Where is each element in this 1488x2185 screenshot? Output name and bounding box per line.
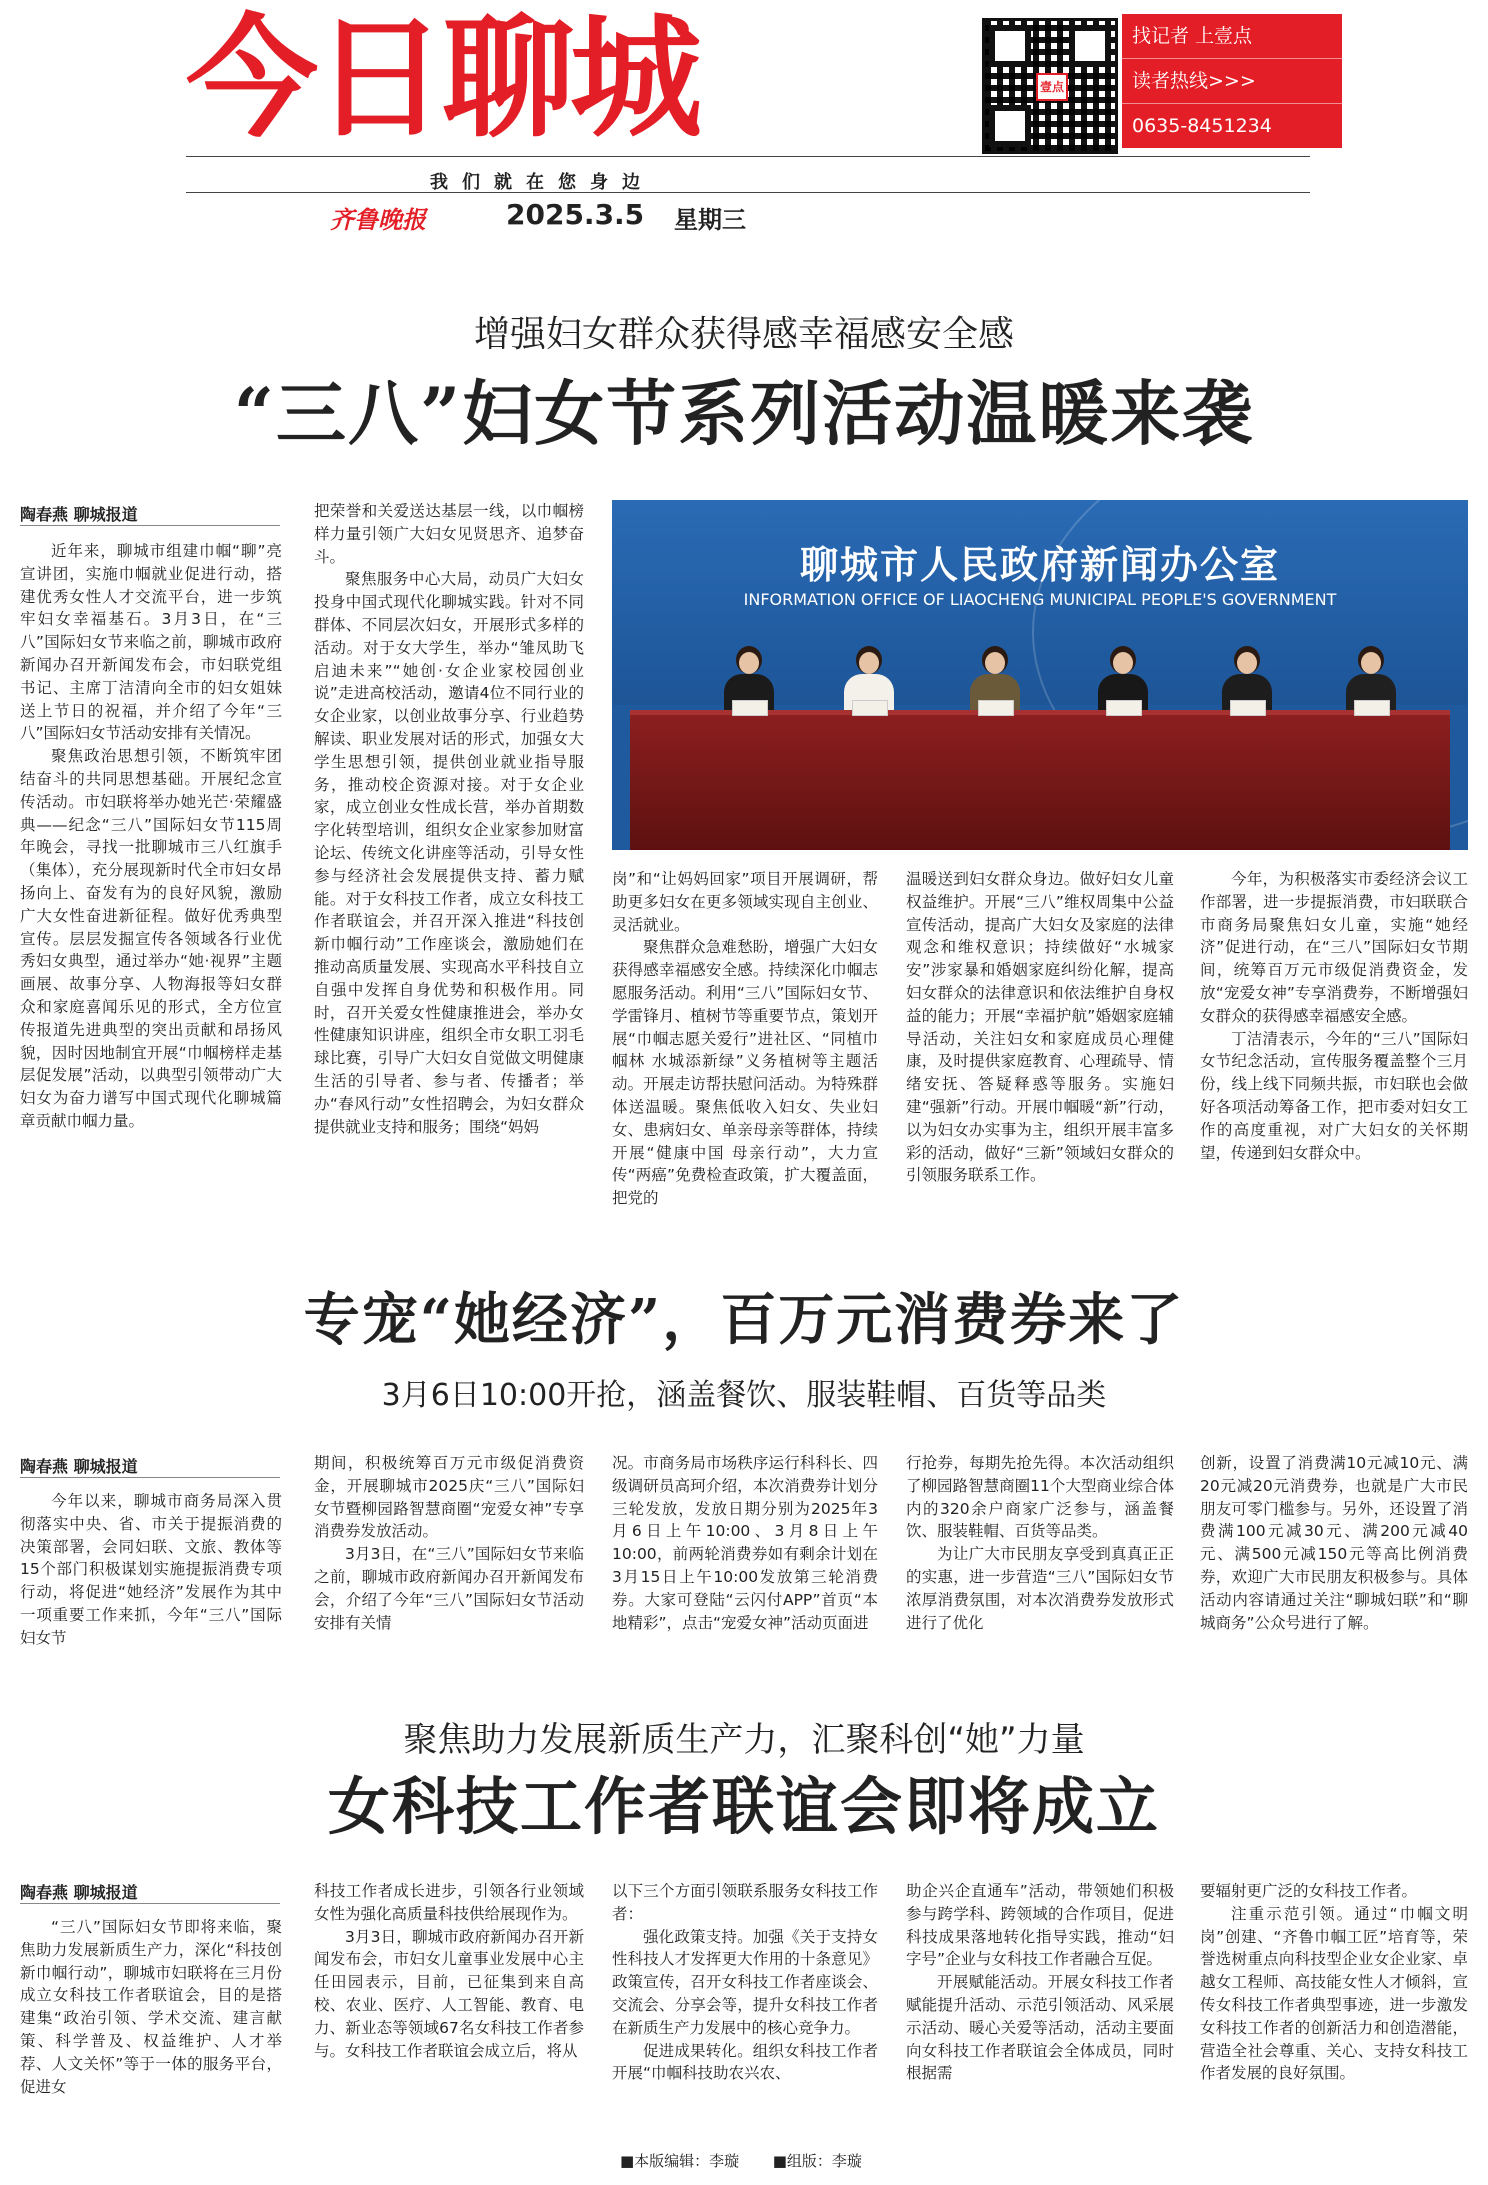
issue-weekday: 星期三: [674, 206, 746, 234]
article1-column-5: [1200, 868, 1468, 1240]
paragraph: 岗”和“让妈妈回家”项目开展调研，帮助更多妇女在更多领域实现自主创业、灵活就业。: [612, 870, 878, 934]
paragraph: 为让广大市民朋友享受到真真正正的实惠，进一步营造“三八”国际妇女节浓厚消费氛围，对本次消费券发放形式进行了优化: [906, 1545, 1174, 1632]
paragraph: 3月3日，在“三八”国际妇女节来临之前，聊城市政府新闻办召开新闻发布会，介绍了今年“三八”国际妇女节活动安排有关情: [314, 1545, 584, 1632]
issue-date: 2025.3.5: [506, 198, 645, 231]
layout-credit: ■组版：李璇: [772, 2152, 862, 2170]
paragraph: 今年，为积极落实市委经济会议工作部署，进一步提振消费，市妇联联合市商务局聚焦妇女儿童，实施“她经济”促进行动，在“三八”国际妇女节期间，统筹百万元市级促消费资金，发放“宠爱女神”专享消费券，不断增强妇女群众的获得感幸福感安全感。: [1200, 870, 1468, 1025]
article2-byline: 陶春燕 聊城报道: [20, 1454, 280, 1478]
paragraph: 强化政策支持。加强《关于支持女性科技人才发挥更大作用的十条意见》政策宣传，召开女科技工作者座谈会、交流会、分享会等，提升女科技工作者在新质生产力发展中的核心竞争力。: [612, 1927, 878, 2037]
paragraph: 科技工作者成长进步，引领各行业领域女性为强化高质量科技供给展现作为。: [314, 1882, 584, 1923]
article1-column-2: [314, 500, 584, 1242]
paragraph: 温暖送到妇女群众身边。做好妇女儿童权益维护。开展“三八”维权周集中公益宣传活动，提高广大妇女及家庭的法律观念和维权意识；持续做好“水城家安”涉家暴和婚姻家庭纠纷化解，提高妇女群众的法律意识和依法维护自身权益的能力；开展“幸福护航”婚姻家庭辅导活动，关注妇女和家庭成员心理健康，及时提供家庭教育、心理疏导、情绪安抚、答疑释惑等服务。实施妇建“强新”行动。开展巾帼暖“新”行动，以为妇女办实事为主，组织开展丰富多彩的活动，做好“三新”领域妇女群众的引领服务联系工作。: [906, 870, 1174, 1185]
paragraph: 助企兴企直通车”活动，带领她们积极参与跨学科、跨领域的合作项目，促进科技成果落地转化指导实践，推动“妇字号”企业与女科技工作者融合互促。: [906, 1882, 1174, 1969]
masthead-rule-2: [186, 192, 1310, 193]
paragraph: 开展赋能活动。开展女科技工作者赋能提升活动、示范引领活动、风采展示活动、暖心关爱等活动，活动主要面向女科技工作者联谊会全体成员，同时根据需: [906, 1973, 1174, 2083]
article3-column-4: [906, 1880, 1174, 2134]
article3-column-3: [612, 1880, 878, 2134]
article2-column-5: [1200, 1452, 1468, 1652]
qr-logo: 壹点: [1036, 73, 1068, 101]
page-footer: [620, 2150, 862, 2171]
article1-column-1: [20, 540, 282, 1240]
hotline-number: 0635-8451234: [1122, 103, 1342, 148]
paragraph: 今年以来，聊城市商务局深入贯彻落实中央、省、市关于提振消费的决策部署，会同妇联、文旅、教体等15个部门积极谋划实施提振消费专项行动，将促进“她经济”发展作为其中一项重要工作来抓，今年“三八”国际妇女节: [20, 1492, 282, 1647]
photo-backdrop-title: 聊城市人民政府新闻办公室: [799, 543, 1280, 587]
paragraph: 3月3日，聊城市政府新闻办召开新闻发布会，市妇女儿童事业发展中心主任田园表示，目前，已征集到来自高校、农业、医疗、人工智能、教育、电力、新业态等领域67名女科技工作者参与。女科技工作者联谊会成立后，将从: [314, 1927, 584, 2060]
article3-column-1: [20, 1916, 282, 2134]
article2-column-4: [906, 1452, 1174, 1652]
article1-byline: 陶春燕 聊城报道: [20, 502, 280, 526]
paragraph: 近年来，聊城市组建巾帼“聊”亮宣讲团，实施巾帼就业促进行动，搭建优秀女性人才交流平台，进一步筑牢妇女幸福基石。3月3日，在“三八”国际妇女节来临之前，聊城市政府新闻办召开新闻发布会，市妇联党组书记、主席丁洁清向全市的妇女姐妹送上节日的祝福，并介绍了今年“三八”国际妇女节活动安排有关情况。: [20, 542, 282, 743]
paragraph: 聚焦服务中心大局，动员广大妇女投身中国式现代化聊城实践。针对不同群体、不同层次妇女，开展形式多样的活动。对于女大学生，举办“雏凤助飞 启迪未来”“她创·女企业家校园创业说”走进高校活动，邀请4位不同行业的女企业家，以创业故事分享、行业趋势解读、职业发展对话的形式，加强女大学生思想引领，提供创业就业指导服务，推动校企资源对接。对于女企业家，成立创业女性成长营，举办首期数字化转型培训，组织女企业家参加财富论坛、传统文化讲座等活动，引导女性参与经济社会发展提供支持、蓄力赋能。对于女科技工作者，成立女科技工作者联谊会，并召开深入推进“科技创新巾帼行动”工作座谈会，激励她们在推动高质量发展、实现高水平科技自立自强中发挥自身优势和积极作用。同时，召开关爱女性健康推进会，举办女性健康知识讲座，组织全市女职工羽毛球比赛，引导广大妇女自觉做文明健康生活的引导者、参与者、传播者；举办“春风行动”女性招聘会，为妇女群众提供就业支持和服务；围绕“妈妈: [314, 570, 584, 1136]
article1-kicker: 增强妇女群众获得感幸福感安全感: [473, 314, 1014, 355]
article2-column-2: [314, 1452, 584, 1652]
reader-hotline-box: [1122, 14, 1342, 148]
editor-credit: ■本版编辑：李璇: [620, 2152, 740, 2170]
paragraph: 聚焦政治思想引领，不断筑牢团结奋斗的共同思想基础。开展纪念宣传活动。市妇联将举办她光芒·荣耀盛典——纪念“三八”国际妇女节115周年晚会，寻找一批聊城市三八红旗手（集体），充分展现新时代全市妇女昂扬向上、奋发有为的良好风貌，激励广大女性奋进新征程。做好优秀典型宣传。层层发掘宣传各领域各行业优秀妇女典型，通过举办“她·视界”主题画展、故事分享、人物海报等妇女群众和家庭喜闻乐见的形式，全方位宣传报道先进典型的突出贡献和昂扬风貌，因时因地制宜开展“巾帼榜样走基层促发展”活动，以典型引领带动广大妇女为奋力谱写中国式现代化聊城篇章贡献巾帼力量。: [20, 747, 282, 1130]
paragraph: 促进成果转化。组织女科技工作者开展“巾帼科技助农兴农、: [612, 2041, 878, 2083]
paragraph: 注重示范引领。通过“巾帼文明岗”创建、“齐鲁巾帼工匠”培育等，荣誉选树重点向科技型企业女企业家、卓越女工程师、高技能女性人才倾斜，宣传女科技工作者典型事迹，进一步激发女科技工作者的创新活力和创造潜能，营造全社会尊重、关心、支持女科技工作者发展的良好氛围。: [1200, 1904, 1468, 2083]
article3-kicker: 聚焦助力发展新质生产力，汇聚科创“她”力量: [403, 1720, 1085, 1760]
article1-column-4: [906, 868, 1174, 1240]
hotline-line-2: 读者热线>>>: [1122, 58, 1342, 103]
article3-column-5: [1200, 1880, 1468, 2134]
article3-byline: 陶春燕 聊城报道: [20, 1880, 280, 1904]
photo-backdrop-subtitle: INFORMATION OFFICE OF LIAOCHENG MUNICIPAL PEOPLE'S GOVERNMENT: [743, 590, 1337, 609]
masthead-slogan: 我们就在您身边: [430, 172, 654, 193]
paragraph: 以下三个方面引领联系服务女科技工作者：: [612, 1882, 878, 1923]
paragraph: 况。市商务局市场秩序运行科科长、四级调研员高珂介绍，本次消费券计划分三轮发放，发放日期分别为2025年3月6日上午10:00、3月8日上午10:00，前两轮消费券如有剩余计划在3月15日上午10:00发放第三轮消费券。大家可登陆“云闪付APP”首页“本地精彩”，点击“宠爱女神”活动页面进: [612, 1454, 878, 1632]
article2-kicker: 3月6日10:00开抢，涵盖餐饮、服装鞋帽、百货等品类: [381, 1378, 1107, 1413]
paragraph: 把荣誉和关爱送达基层一线，以巾帼榜样力量引领广大妇女见贤思齐、追梦奋斗。: [314, 502, 584, 566]
masthead-rule: [186, 156, 1310, 157]
article3-column-2: [314, 1880, 584, 2134]
press-conference-photo: [612, 500, 1468, 850]
paragraph: 期间，积极统筹百万元市级促消费资金，开展聊城市2025庆“三八”国际妇女节暨柳园路智慧商圈“宠爱女神”专享消费券发放活动。: [314, 1454, 584, 1541]
paragraph: 要辐射更广泛的女科技工作者。: [1200, 1882, 1418, 1900]
paragraph: 创新，设置了消费满10元减10元、满20元减20元消费券，也就是广大市民朋友可零门槛参与。另外，还设置了消费满100元减30元、满200元减40元、满500元减150元等高比例消费券，欢迎广大市民朋友积极参与。具体活动内容请通过关注“聊城妇联”和“聊城商务”公众号进行了解。: [1200, 1454, 1468, 1632]
paragraph: “三八”国际妇女节即将来临，聚焦助力发展新质生产力，深化“科技创新巾帼行动”，聊城市妇联将在三月份成立女科技工作者联谊会，目的是搭建集“政治引领、学术交流、建言献策、科学普及、权益维护、人才举荐、人文关怀”等于一体的服务平台，促进女: [20, 1918, 282, 2096]
hotline-line-1: 找记者 上壹点: [1132, 25, 1253, 47]
qr-code-icon[interactable]: [982, 18, 1118, 154]
article2-column-3: [612, 1452, 878, 1652]
article2-column-1: [20, 1490, 282, 1652]
paragraph: 丁洁清表示，今年的“三八”国际妇女节纪念活动，宣传服务覆盖整个三月份，线上线下同频共振，市妇联也会做好各项活动筹备工作，把市委对妇女工作的高度重视，对广大妇女的关怀期望，传递到妇女群众中。: [1200, 1029, 1468, 1162]
article2-headline: 专宠“她经济”，百万元消费券来了: [303, 1287, 1185, 1353]
paragraph: 行抢券，每期先抢先得。本次活动组织了柳园路智慧商圈11个大型商业综合体内的320余户商家广泛参与，涵盖餐饮、服装鞋帽、百货等品类。: [906, 1454, 1174, 1541]
paragraph: 聚焦群众急难愁盼，增强广大妇女获得感幸福感安全感。持续深化巾帼志愿服务活动。利用“三八”国际妇女节、学雷锋月、植树节等重要节点，策划开展“巾帼志愿关爱行”进社区、“同植巾帼林 水城添新绿”义务植树等主题活动。开展走访帮扶慰问活动。为特殊群体送温暖。聚焦低收入妇女、失业妇女、患病妇女、单亲母亲等群体，持续开展“健康中国 母亲行动”，大力宣传“两癌”免费检查政策，扩大覆盖面，把党的: [612, 938, 878, 1208]
article3-headline: 女科技工作者联谊会即将成立: [327, 1770, 1160, 1843]
article1-headline: “三八”妇女节系列活动温暖来袭: [233, 372, 1255, 455]
masthead-title: 今日聊城: [186, 2, 698, 156]
article1-column-3: [612, 868, 878, 1240]
paper-name-logo: 齐鲁晚报: [330, 205, 426, 234]
